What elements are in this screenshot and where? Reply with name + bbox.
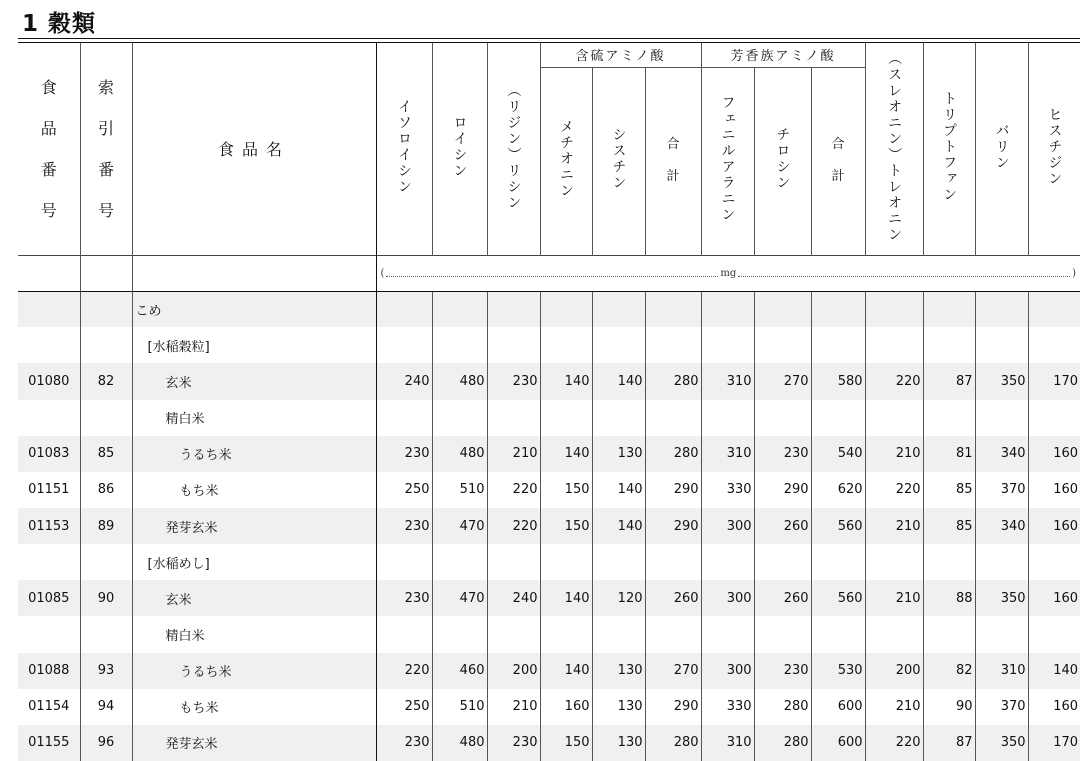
value-cell: 290: [645, 508, 701, 544]
value-cell: 160: [1028, 436, 1080, 472]
value-cell: [432, 291, 487, 327]
value-cell: [975, 400, 1028, 436]
header-tryptophan: [923, 43, 975, 255]
value-cell: [645, 327, 701, 363]
value-cell: [923, 400, 975, 436]
food-name-cell: もち米: [132, 472, 376, 508]
header-index-no-label: 索 引 番 号: [97, 77, 114, 220]
value-cell: [1028, 291, 1080, 327]
table-row: [18, 689, 1080, 725]
value-cell: [923, 616, 975, 652]
value-cell: 210: [865, 580, 923, 616]
food-name-cell: 発芽玄米: [132, 508, 376, 544]
value-cell: [487, 616, 540, 652]
amino-acid-table: [18, 43, 1080, 761]
value-cell: [701, 400, 754, 436]
header-food-name-label: 食品名: [217, 140, 290, 160]
value-cell: 510: [432, 472, 487, 508]
col-isoleucine: イソロイシン: [396, 98, 412, 195]
value-cell: 310: [701, 436, 754, 472]
value-cell: [376, 616, 432, 652]
table-row: [18, 291, 1080, 327]
value-cell: [540, 327, 592, 363]
unit-row: [18, 255, 1080, 291]
food-name-cell: うるち米: [132, 436, 376, 472]
value-cell: 560: [811, 508, 865, 544]
food-code-cell: 01154: [28, 699, 70, 715]
food-code-cell: [18, 544, 80, 580]
value-cell: 260: [645, 580, 701, 616]
table-row: [18, 616, 1080, 652]
food-name-cell: こめ: [132, 291, 376, 327]
value-cell: [811, 544, 865, 580]
value-cell: 220: [487, 508, 540, 544]
col-tyrosine: チロシン: [774, 127, 791, 191]
value-cell: 230: [754, 653, 811, 689]
value-cell: 270: [645, 653, 701, 689]
food-code-cell: 01155: [18, 725, 80, 761]
table-row: [18, 725, 1080, 761]
value-cell: 85: [923, 508, 975, 544]
value-cell: [754, 400, 811, 436]
food-code-cell: 01151: [28, 482, 70, 498]
value-cell: 310: [975, 653, 1028, 689]
index-no-cell: 85: [80, 436, 132, 472]
value-cell: 560: [811, 580, 865, 616]
col-threonine: （スレオニン）トレオニン: [886, 50, 903, 243]
value-cell: [487, 544, 540, 580]
top-rule: [18, 38, 1080, 39]
food-code-cell: [18, 400, 80, 436]
index-no-cell: [80, 544, 132, 580]
value-cell: [754, 327, 811, 363]
value-cell: 280: [645, 725, 701, 761]
header-valine: [975, 43, 1028, 255]
header-methionine: [540, 67, 592, 255]
value-cell: 220: [865, 725, 923, 761]
value-cell: 470: [432, 508, 487, 544]
group-sulfur-label: 含硫アミノ酸: [575, 49, 666, 65]
header-tyrosine: [754, 67, 811, 255]
food-name-cell: もち米: [132, 689, 376, 725]
value-cell: [487, 291, 540, 327]
value-cell: 140: [540, 363, 592, 399]
value-cell: [540, 291, 592, 327]
value-cell: [376, 291, 432, 327]
food-name-cell: うるち米: [132, 653, 376, 689]
value-cell: 330: [701, 472, 754, 508]
value-cell: 480: [432, 725, 487, 761]
value-cell: 510: [432, 689, 487, 725]
index-no-cell: 86: [80, 472, 132, 508]
header-threonine: [865, 43, 923, 255]
header-lysine: [487, 43, 540, 255]
value-cell: 140: [540, 436, 592, 472]
value-cell: 160: [540, 689, 592, 725]
value-cell: 350: [975, 725, 1028, 761]
index-no-cell: 93: [80, 653, 132, 689]
food-name-cell: [水稲穀粒]: [132, 327, 376, 363]
value-cell: 300: [701, 508, 754, 544]
value-cell: 150: [540, 508, 592, 544]
value-cell: [865, 616, 923, 652]
value-cell: [701, 291, 754, 327]
header-food-name: [132, 43, 376, 255]
header-group-aromatic: [701, 43, 865, 67]
value-cell: [1028, 400, 1080, 436]
value-cell: 340: [975, 436, 1028, 472]
value-cell: 130: [592, 689, 645, 725]
food-code-cell: 01153: [18, 508, 80, 544]
index-no-cell: [80, 400, 132, 436]
value-cell: [487, 400, 540, 436]
value-cell: 300: [701, 580, 754, 616]
value-cell: 530: [811, 653, 865, 689]
value-cell: 350: [975, 580, 1028, 616]
table-row: [18, 580, 1080, 616]
value-cell: [487, 327, 540, 363]
table-row: [18, 400, 1080, 436]
value-cell: 370: [975, 689, 1028, 725]
index-no-cell: [80, 616, 132, 652]
header-index-no: [80, 43, 132, 255]
index-no-cell: 94: [80, 689, 132, 725]
value-cell: 230: [487, 363, 540, 399]
value-cell: [645, 291, 701, 327]
value-cell: [811, 291, 865, 327]
value-cell: 140: [1028, 653, 1080, 689]
page-title: 1 穀類: [22, 11, 97, 37]
value-cell: 150: [540, 472, 592, 508]
col-phenylalanine: フェニルアラニン: [719, 95, 736, 223]
value-cell: 280: [754, 689, 811, 725]
value-cell: 480: [432, 436, 487, 472]
value-cell: 200: [865, 653, 923, 689]
value-cell: 600: [811, 689, 865, 725]
value-cell: [811, 616, 865, 652]
value-cell: 81: [923, 436, 975, 472]
value-cell: [645, 544, 701, 580]
value-cell: 130: [592, 725, 645, 761]
value-cell: [865, 291, 923, 327]
table-row: [18, 436, 1080, 472]
value-cell: [592, 616, 645, 652]
value-cell: [754, 616, 811, 652]
value-cell: 90: [923, 689, 975, 725]
value-cell: 160: [1028, 580, 1080, 616]
index-no-cell: 82: [80, 363, 132, 399]
value-cell: 140: [540, 580, 592, 616]
value-cell: 290: [754, 472, 811, 508]
food-code-cell: 01085: [18, 580, 80, 616]
value-cell: [432, 327, 487, 363]
value-cell: 230: [376, 725, 432, 761]
col-tryptophan: トリプトファン: [941, 90, 958, 203]
value-cell: [975, 544, 1028, 580]
value-cell: 330: [701, 689, 754, 725]
value-cell: 140: [592, 363, 645, 399]
food-name-cell: 精白米: [132, 400, 376, 436]
value-cell: [1028, 544, 1080, 580]
value-cell: 310: [701, 725, 754, 761]
value-cell: 280: [645, 363, 701, 399]
food-name-cell: 精白米: [132, 616, 376, 652]
index-no-cell: 89: [80, 508, 132, 544]
header-cystine: [592, 67, 645, 255]
food-code-cell: 01088: [18, 653, 80, 689]
value-cell: [432, 544, 487, 580]
col-sulfur-total: 合 計: [666, 137, 680, 184]
value-cell: 220: [487, 472, 540, 508]
value-cell: [923, 544, 975, 580]
value-cell: 580: [811, 363, 865, 399]
col-leucine: ロイシン: [451, 114, 468, 179]
unit-label: mg: [720, 267, 737, 279]
food-code-cell: 01080: [18, 363, 80, 399]
value-cell: 87: [923, 725, 975, 761]
food-code-cell: [18, 616, 80, 652]
col-valine: バリン: [993, 122, 1010, 171]
value-cell: [376, 544, 432, 580]
value-cell: 220: [376, 653, 432, 689]
value-cell: 300: [701, 653, 754, 689]
food-code-cell: [18, 327, 80, 363]
header-histidine: [1028, 43, 1080, 255]
value-cell: 250: [376, 689, 432, 725]
header-food-no-label: 食 品 番 号: [40, 77, 57, 220]
value-cell: 310: [701, 363, 754, 399]
value-cell: 130: [592, 436, 645, 472]
unit-open: (: [380, 267, 385, 279]
value-cell: [701, 327, 754, 363]
value-cell: 290: [645, 472, 701, 508]
value-cell: 210: [865, 508, 923, 544]
table-row: [18, 327, 1080, 363]
value-cell: [701, 616, 754, 652]
value-cell: [811, 400, 865, 436]
value-cell: 140: [540, 653, 592, 689]
value-cell: 280: [754, 725, 811, 761]
value-cell: 230: [376, 580, 432, 616]
value-cell: [975, 291, 1028, 327]
value-cell: [592, 327, 645, 363]
header-aromatic-total: [811, 67, 865, 255]
value-cell: 350: [975, 363, 1028, 399]
value-cell: 460: [432, 653, 487, 689]
value-cell: 130: [592, 653, 645, 689]
table-row: [18, 508, 1080, 544]
value-cell: 140: [592, 508, 645, 544]
index-no-cell: [80, 327, 132, 363]
value-cell: [592, 544, 645, 580]
unit-cell: [376, 255, 1080, 291]
value-cell: 140: [592, 472, 645, 508]
food-code-cell: [18, 291, 80, 327]
value-cell: 230: [376, 508, 432, 544]
value-cell: 290: [645, 689, 701, 725]
value-cell: 270: [754, 363, 811, 399]
value-cell: 370: [975, 472, 1028, 508]
value-cell: [975, 616, 1028, 652]
value-cell: 230: [376, 436, 432, 472]
value-cell: [540, 400, 592, 436]
table-row: [18, 653, 1080, 689]
value-cell: 600: [811, 725, 865, 761]
table-row: [18, 363, 1080, 399]
value-cell: [376, 327, 432, 363]
value-cell: [865, 544, 923, 580]
table-row: [18, 544, 1080, 580]
col-lysine: （リジン）リシン: [505, 82, 522, 211]
value-cell: [592, 291, 645, 327]
header-phenylalanine: [701, 67, 754, 255]
value-cell: 210: [487, 436, 540, 472]
value-cell: 220: [865, 472, 923, 508]
value-cell: 160: [1028, 508, 1080, 544]
value-cell: 210: [865, 689, 923, 725]
value-cell: [865, 327, 923, 363]
value-cell: 340: [975, 508, 1028, 544]
value-cell: [975, 327, 1028, 363]
food-name-cell: 玄米: [132, 580, 376, 616]
table-row: [18, 472, 1080, 508]
index-no-cell: 96: [80, 725, 132, 761]
food-code-cell: 01083: [18, 436, 80, 472]
value-cell: 480: [432, 363, 487, 399]
food-name-cell: 発芽玄米: [132, 725, 376, 761]
value-cell: 150: [540, 725, 592, 761]
value-cell: [701, 544, 754, 580]
value-cell: [1028, 327, 1080, 363]
value-cell: [432, 400, 487, 436]
value-cell: 120: [592, 580, 645, 616]
header-group-sulfur: [540, 43, 701, 67]
food-name-cell: [水稲めし]: [132, 544, 376, 580]
group-aromatic-label: 芳香族アミノ酸: [730, 49, 836, 65]
value-cell: 280: [645, 436, 701, 472]
header-food-no: [18, 43, 80, 255]
value-cell: 160: [1028, 689, 1080, 725]
value-cell: [923, 291, 975, 327]
value-cell: 210: [865, 436, 923, 472]
value-cell: [923, 327, 975, 363]
value-cell: 470: [432, 580, 487, 616]
value-cell: 250: [376, 472, 432, 508]
header-sulfur-total: [645, 67, 701, 255]
col-histidine: ヒスチジン: [1046, 106, 1063, 187]
value-cell: 87: [923, 363, 975, 399]
value-cell: [540, 544, 592, 580]
value-cell: [754, 291, 811, 327]
value-cell: 170: [1028, 725, 1080, 761]
value-cell: 230: [754, 436, 811, 472]
value-cell: [376, 400, 432, 436]
value-cell: [592, 400, 645, 436]
value-cell: 240: [487, 580, 540, 616]
value-cell: 230: [487, 725, 540, 761]
value-cell: 170: [1028, 363, 1080, 399]
value-cell: [540, 616, 592, 652]
value-cell: [865, 400, 923, 436]
value-cell: 88: [923, 580, 975, 616]
value-cell: [754, 544, 811, 580]
value-cell: [1028, 616, 1080, 652]
index-no-cell: 90: [80, 580, 132, 616]
value-cell: 620: [811, 472, 865, 508]
header-leucine: [432, 43, 487, 255]
value-cell: 220: [865, 363, 923, 399]
value-cell: 210: [487, 689, 540, 725]
col-methionine: メチオニン: [558, 119, 574, 199]
value-cell: [811, 327, 865, 363]
index-no-cell: [80, 291, 132, 327]
value-cell: [645, 400, 701, 436]
header-isoleucine: [376, 43, 432, 255]
value-cell: 160: [1028, 472, 1080, 508]
value-cell: [645, 616, 701, 652]
value-cell: 540: [811, 436, 865, 472]
value-cell: 82: [923, 653, 975, 689]
value-cell: [432, 616, 487, 652]
food-name-cell: 玄米: [132, 363, 376, 399]
value-cell: 240: [376, 363, 432, 399]
value-cell: 260: [754, 580, 811, 616]
unit-close: ): [1072, 267, 1077, 279]
col-cystine: シスチン: [610, 127, 627, 191]
col-aromatic-total: 合 計: [831, 137, 845, 184]
value-cell: 85: [923, 472, 975, 508]
value-cell: 200: [487, 653, 540, 689]
value-cell: 260: [754, 508, 811, 544]
